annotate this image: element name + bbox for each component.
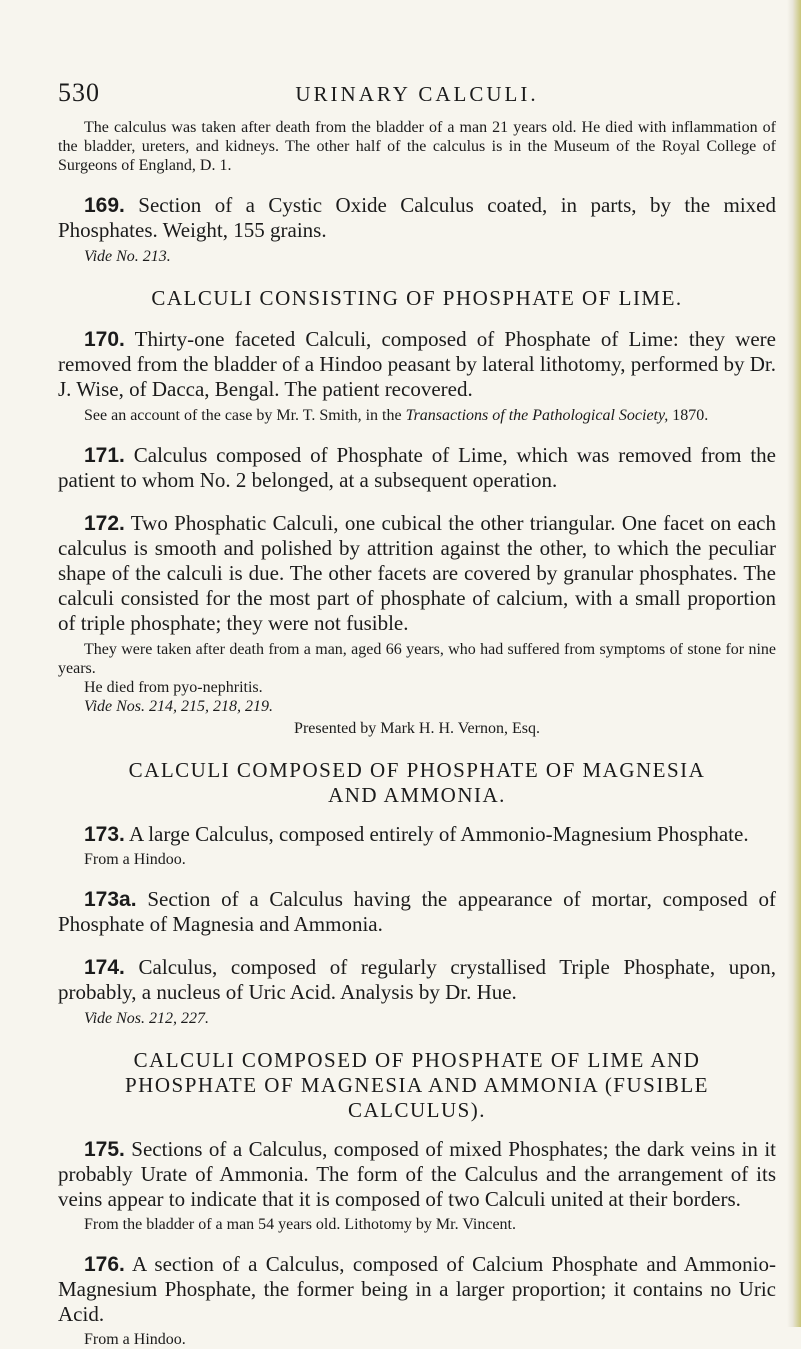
note-176: From a Hindoo.	[84, 1331, 186, 1348]
section-heading-phosphate-of-lime: CALCULI CONSISTING OF PHOSPHATE OF LIME.	[151, 286, 683, 310]
entry-number: 170.	[84, 328, 125, 351]
running-title: URINARY CALCULI.	[295, 82, 539, 106]
note-172-death: He died from pyo-nephritis.	[84, 679, 263, 696]
entry-175	[58, 1137, 776, 1212]
presented-by: Presented by Mark H. H. Vernon, Esq.	[294, 720, 540, 737]
page-header	[58, 0, 776, 110]
note-175: From the bladder of a man 54 years old. Lithotomy by Mr. Vincent.	[84, 1216, 516, 1233]
section-heading-magnesia-ammonia: CALCULI COMPOSED OF PHOSPHATE OF MAGNESIA AND AMMONIA.	[128, 758, 706, 807]
entry-169	[58, 193, 776, 243]
entry-number: 176.	[84, 1253, 125, 1276]
entry-number: 172.	[84, 512, 125, 535]
entry-number: 171.	[84, 444, 125, 467]
entry-text: Thirty-one faceted Calculi, composed of Phosphate of Lime: they were removed from the bladder of a Hindoo peasant by lateral lithotomy, performed by Dr. J. Wise, of Dacca, Bengal. The patient recovered.	[58, 327, 776, 401]
journal-title: Transactions of the Pathological Society,	[405, 407, 669, 424]
entry-number: 173a.	[84, 888, 137, 911]
entry-170	[58, 327, 776, 402]
note-170	[58, 406, 776, 425]
entry-173a	[58, 887, 776, 937]
entry-text: Two Phosphatic Calculi, one cubical the other triangular. One facet on each calculus is smooth and polished by attrition against the other, to which the peculiar shape of the calculi is due. The other facets are covered by granular phosphates. The calculi consisted for the most part of phosphate of calcium, with a small proportion of triple phosphate; they were not fusible.	[58, 511, 776, 635]
page	[58, 0, 776, 1349]
section-heading-fusible-calculus: CALCULI COMPOSED OF PHOSPHATE OF LIME AND PHOSPHATE OF MAGNESIA AND AMMONIA (FUSIBLE CALCULUS).	[125, 1048, 709, 1122]
entry-173	[58, 822, 776, 847]
entry-number: 175.	[84, 1138, 125, 1161]
note-year: 1870.	[668, 407, 709, 424]
intro-paragraph: The calculus was taken after death from the bladder of a man 21 years old. He died with inflammation of the bladder, ureters, and kidneys. The other half of the calculus is in the Museum of the Royal College of Surgeons of England, D. 1.	[58, 119, 776, 174]
entry-number: 174.	[84, 956, 125, 979]
entry-number: 169.	[84, 194, 125, 217]
note-172: They were taken after death from a man, aged 66 years, who had suffered from symptoms of stone for nine years.	[58, 641, 776, 677]
entry-text: Calculus composed of Phosphate of Lime, which was removed from the patient to whom No. 2 belonged, at a subsequent operation.	[58, 443, 776, 492]
entry-text: A section of a Calculus, composed of Calcium Phosphate and Ammonio-Magnesium Phosphate, the former being in a larger proportion; it contains no Uric Acid.	[58, 1252, 776, 1326]
note-text: See an account of the case by Mr. T. Smith, in the	[84, 407, 406, 424]
entry-number: 173.	[84, 823, 125, 846]
entry-text: Calculus, composed of regularly crystallised Triple Phosphate, upon, probably, a nucleus of Uric Acid. Analysis by Dr. Hue.	[58, 955, 776, 1004]
entry-text: A large Calculus, composed entirely of Ammonio-Magnesium Phosphate.	[124, 822, 749, 846]
entry-171	[58, 443, 776, 493]
vide-172: Vide Nos. 214, 215, 218, 219.	[84, 698, 274, 715]
page-edge	[787, 0, 801, 1327]
entry-176	[58, 1252, 776, 1327]
entry-text: Sections of a Calculus, composed of mixed Phosphates; the dark veins in it probably Urate of Ammonia. The form of the Calculus and the arrangement of its veins appear to indicate that it is composed of two Calculi united at their borders.	[58, 1137, 776, 1211]
vide-174: Vide Nos. 212, 227.	[84, 1010, 210, 1027]
vide-169: Vide No. 213.	[84, 248, 171, 265]
entry-text: Section of a Cystic Oxide Calculus coated, in parts, by the mixed Phosphates. Weight, 155 grains.	[58, 193, 776, 242]
note-173: From a Hindoo.	[84, 851, 186, 868]
entry-174	[58, 955, 776, 1005]
entry-172	[58, 511, 776, 636]
entry-text: Section of a Calculus having the appearance of mortar, composed of Phosphate of Magnesia and Ammonia.	[58, 887, 776, 936]
page-number: 530	[58, 78, 100, 107]
